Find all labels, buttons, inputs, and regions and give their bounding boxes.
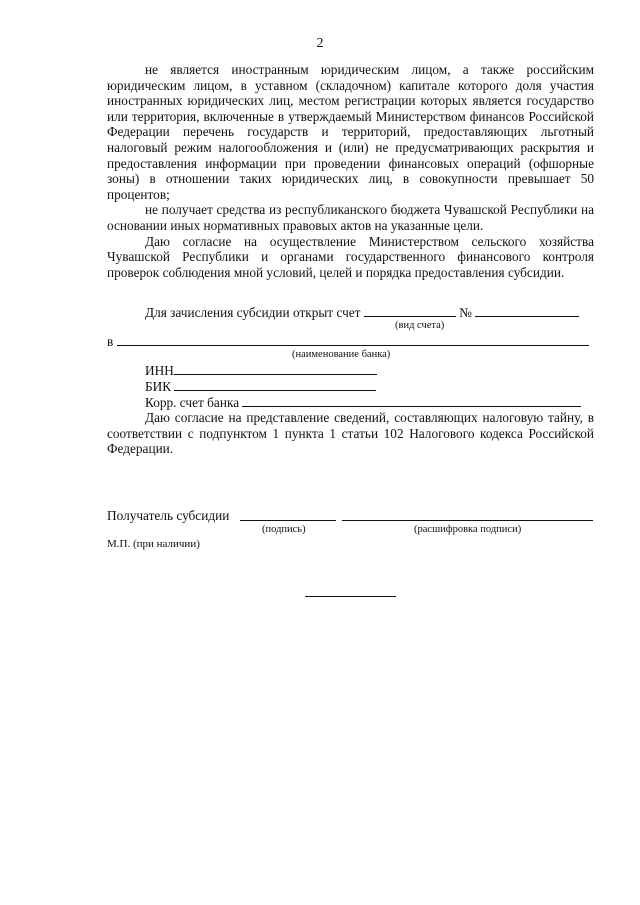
recipient-label: Получатель субсидии [107,508,230,523]
bank-name-caption: (наименование банка) [292,349,391,360]
account-type-caption: (вид счета) [395,320,445,331]
account-type-blank [364,305,456,317]
bik-label: БИК [145,379,172,394]
paragraph-consent-control: Даю согласие на осуществление Министерством сельского хозяйства Чувашской Республики и органами государственного финансового контроля проверок соблюдения мной условий, целей и порядка предоставления субсидии. [107,233,594,280]
signature-decode-blank [342,508,593,521]
prefix-v: в [107,334,114,349]
signature-decode-caption: (расшифровка подписи) [414,524,522,535]
account-line [145,305,579,321]
inn-label: ИНН [145,363,174,378]
paragraph-block [107,62,594,280]
stamp-label: М.П. (при наличии) [107,538,200,550]
account-label: Для зачисления субсидии открыт счет [145,305,361,320]
account-number-blank [475,305,579,317]
paragraph-no-budget-funds: не получает средства из республиканского бюджета Чувашской Республики на основании иных нормативных правовых актов на указанные цели. [107,202,594,233]
bik-blank [174,379,376,391]
korr-label: Корр. счет банка [145,395,240,410]
signature-caption: (подпись) [262,524,306,535]
bik-line [145,379,376,395]
korr-line [145,395,581,411]
paragraph-foreign-entity: не является иностранным юридическим лицом, а также российским юридическим лицом, в уставном (складочном) капитале которого доля участия иностранных юридических лиц, местом регистрации которых является государство или территория, включенные в утверждаемый Министерством финансов Российской Федерации перечень государств и территорий, предоставляющих льготный налоговый режим налогообложения и (или) не предусматривающих раскрытия и предоставления информации при проведении финансовых операций (офшорные зоны) в отношении таких юридических лиц, в совокупности превышает 50 процентов; [107,62,594,202]
end-divider [305,590,396,597]
signature-blank [240,508,336,521]
page-number: 2 [316,36,324,51]
bank-line [107,334,589,350]
inn-line [145,363,377,379]
tax-consent-block [107,410,594,457]
bank-name-blank [117,334,589,346]
korr-blank [242,395,581,407]
number-sign: № [459,305,472,320]
paragraph-consent-tax: Даю согласие на представление сведений, составляющих налоговую тайну, в соответствии с подпунктом 1 пункта 1 статьи 102 Налогового кодекса Российской Федерации. [107,410,594,457]
inn-blank [174,363,377,375]
